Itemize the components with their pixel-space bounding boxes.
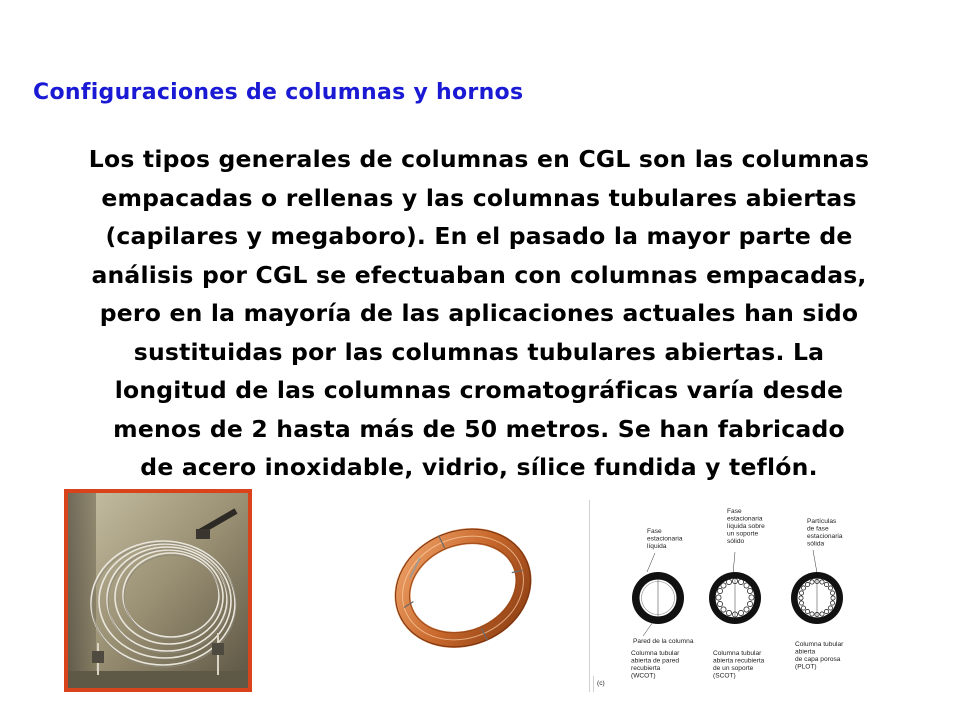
scot-top-label: Fase estacionaria líquida sobre un soporte sólido	[727, 508, 765, 545]
column-types-diagram	[585, 500, 885, 692]
capillary-column-photo	[388, 518, 538, 658]
plot-bottom-label: Columna tubular abierta de capa porosa (PLOT)	[795, 641, 844, 671]
packed-column-illustration	[68, 493, 248, 688]
wcot-bottom-label: Columna tubular abierta de pared recubierta (WCOT)	[631, 650, 680, 680]
scot-bottom-label: Columna tubular abierta recubierta de un soporte (SCOT)	[713, 650, 765, 680]
plot-cross-section	[791, 572, 843, 624]
body-line: Los tipos generales de columnas en CGL son las columnas	[88, 145, 870, 173]
wcot-cross-section	[632, 572, 684, 624]
body-line: longitud de las columnas cromatográficas varía desde	[114, 376, 844, 404]
packed-column-photo	[64, 489, 252, 692]
wcot-top-label: Fase estacionaria líquida	[647, 528, 683, 550]
body-line: de acero inoxidable, vidrio, sílice fundida y teflón.	[140, 453, 818, 481]
body-line: sustituidas por las columnas tubulares abiertas. La	[133, 337, 825, 366]
body-line: menos de 2 hasta más de 50 metros. Se han fabricado	[113, 414, 845, 443]
capillary-coil-illustration	[388, 518, 538, 658]
diagram-left-rule	[589, 500, 590, 692]
slide-title: Configuraciones de columnas y hornos	[33, 80, 524, 105]
plot-top-label: Partículas de fase estacionaria sólida	[807, 518, 843, 548]
panel-letter: (c)	[597, 680, 605, 687]
body-line: empacadas o rellenas y las columnas tubulares abiertas	[101, 183, 857, 212]
scot-cross-section	[709, 572, 761, 624]
body-line: (capilares y megaboro). En el pasado la mayor parte de	[105, 222, 853, 250]
body-line: análisis por CGL se efectuaban con columnas empacadas,	[91, 260, 867, 289]
wall-label: Pared de la columna	[633, 638, 694, 645]
body-paragraph	[28, 140, 930, 487]
body-line: pero en la mayoría de las aplicaciones actuales han sido	[99, 299, 859, 327]
